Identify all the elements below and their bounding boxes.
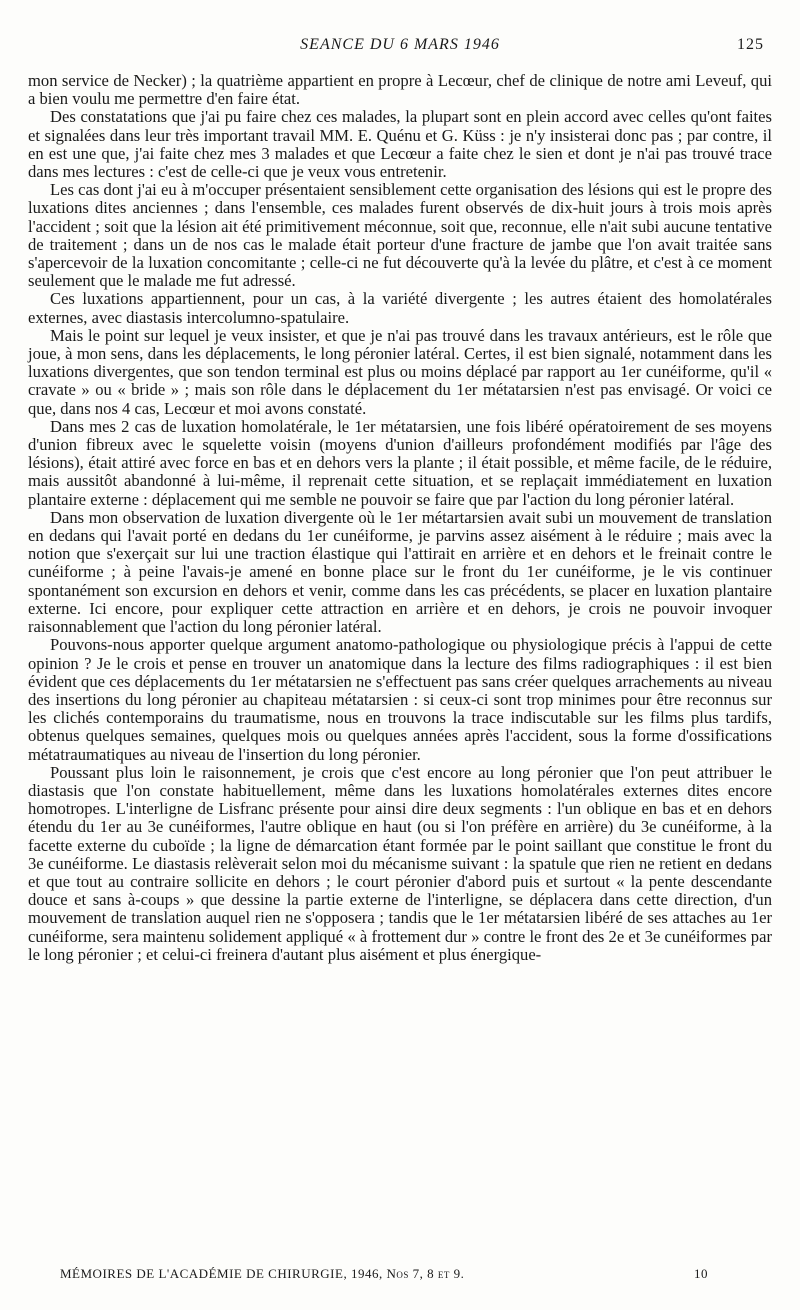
page-footer bbox=[60, 1266, 740, 1286]
footer-sheet-number: 10 bbox=[694, 1266, 708, 1281]
page-number: 125 bbox=[737, 36, 764, 53]
running-title: SEANCE DU 6 MARS 1946 bbox=[300, 36, 500, 53]
paragraph: Les cas dont j'ai eu à m'occuper présentaient sensiblement cette organisation des lésions qui est le propre des luxations dites anciennes ; dans l'ensemble, ces malades furent observés de dix-huit jours à trois mois après l'accident ; soit que la lésion ait été primitivement méconnue, soit que, reconnue, elle n'ait subi aucune tentative de traitement ; dans un de nos cas le malade était porteur d'une fracture de jambe que l'on avait traitée sans s'apercevoir de la luxation concomitante ; celle-ci ne fut découverte qu'à la levée du plâtre, et c'est à ce moment seulement que le malade me fut adressé. bbox=[28, 180, 772, 291]
footer-journal-citation: MÉMOIRES DE L'ACADÉMIE DE CHIRURGIE, 1946, Nos 7, 8 et 9. bbox=[60, 1266, 465, 1281]
paragraph: Dans mes 2 cas de luxation homolatérale, le 1er métatarsien, une fois libéré opératoirement de ses moyens d'union fibreux avec le squelette voisin (moyens d'union d'ailleurs profondément modifiés par l'âge des lésions), était attiré avec force en bas et en dehors vers la plante ; il était possible, et même facile, de le réduire, mais aussitôt abandonné à lui-même, il reprenait cette situation, et se replaçait immédiatement en luxation plantaire externe : déplacement qui me semble ne pouvoir se faire que par l'action du long péronier latéral. bbox=[28, 416, 772, 509]
paragraph: Pouvons-nous apporter quelque argument anatomo-pathologique ou physiologique précis à l'appui de cette opinion ? Je le crois et pense en trouver un anatomique dans la lecture des films radiographiques : il est bien évident que ces déplacements du 1er métatarsien ne s'effectuent pas sans créer quelques arrachements au niveau des insertions du long péronier au chapiteau métatarsien : si ceux-ci sont trop minimes pour être reconnus sur les clichés contemporains du traumatisme, nous en trouvons la trace indiscutable sur les films plus tardifs, obtenus quelques semaines, quelques mois ou quelques années après l'accident, sous la forme d'ossifications métatraumatiques au niveau de l'insertion du long péronier. bbox=[28, 635, 772, 764]
paragraph: Mais le point sur lequel je veux insister, et que je n'ai pas trouvé dans les travaux antérieurs, est le rôle que joue, à mon sens, dans les déplacements, le long péronier latéral. Certes, il est bien signalé, notamment dans les luxations divergentes, que son tendon terminal est plus ou moins déplacé par rapport au 1er cunéiforme, qu'il « cravate » ou « bride » ; mais son rôle dans le déplacement du 1er métatarsien n'est pas envisagé. Or voici ce que, dans nos 4 cas, Lecœur et moi avons constaté. bbox=[28, 325, 772, 418]
paragraph: mon service de Necker) ; la quatrième appartient en propre à Lecœur, chef de clinique de notre ami Leveuf, qui a bien voulu me permettre d'en faire état. bbox=[28, 71, 772, 109]
paragraph: Dans mon observation de luxation divergente où le 1er métartarsien avait subi un mouvement de translation en dedans qui l'avait porté en dedans du 1er cunéiforme, je parvins assez aisément à le réduire ; mais avec la notion que s'exerçait sur lui une traction élastique qui l'attirait en arrière et en dehors et le freinait contre le cunéiforme ; à peine l'avais-je amené en bonne place sur le front du 1er cunéiforme, je le vis continuer spontanément son excursion en dehors et venir, comme dans les cas précédents, se placer en luxation plantaire externe. Ici encore, pour expliquer cette attraction en arrière et en dehors, je crois ne pouvoir invoquer raisonnablement que l'action du long péronier latéral. bbox=[28, 507, 772, 637]
paragraph: Des constatations que j'ai pu faire chez ces malades, la plupart sont en plein accord avec celles qu'ont faites et signalées dans leur très important travail MM. E. Quénu et G. Küss : je n'y insisterai donc pas ; par contre, il en est une que, j'ai faite chez mes 3 malades et que Lecœur a faite chez le sien et dont je n'ai pas trouvé trace dans mes lectures : c'est de celle-ci que je veux vous entretenir. bbox=[28, 107, 772, 182]
paragraph: Ces luxations appartiennent, pour un cas, à la variété divergente ; les autres étaient des homolatérales externes, avec diastasis intercolumno-spatulaire. bbox=[28, 289, 772, 327]
paragraph: Poussant plus loin le raisonnement, je crois que c'est encore au long péronier que l'on peut attribuer le diastasis que l'on constate habituellement, même dans les luxations homolatérales externes dites encore homotropes. L'interligne de Lisfranc présente pour ainsi dire deux segments : l'un oblique en bas et en dehors étendu du 1er au 3e cunéiformes, l'autre oblique en haut (ou si l'on préfère en arrière) du 3e cunéiforme, à la facette externe du cuboïde ; la ligne de démarcation étant formée par le point saillant que constitue le front du 3e cunéiforme. Le diastasis relèverait selon moi du mécanisme suivant : la spatule que rien ne retient en dedans et que tout au contraire sollicite en dehors ; le court péronier d'abord puis et surtout « la pente descendante douce et sans à-coups » que dessine la partie externe de l'interligne, se déplacera dans cette direction, d'un mouvement de translation auquel rien ne s'opposera ; tandis que le 1er métatarsien libéré de ses attaches au 1er cunéiforme, sera maintenu solidement appliqué « à frottement dur » contre le front des 2e et 3e cunéiformes par le long péronier ; et celui-ci freinera d'autant plus aisément et plus énergique- bbox=[28, 762, 772, 964]
running-head bbox=[36, 36, 764, 58]
article-body bbox=[28, 72, 772, 964]
